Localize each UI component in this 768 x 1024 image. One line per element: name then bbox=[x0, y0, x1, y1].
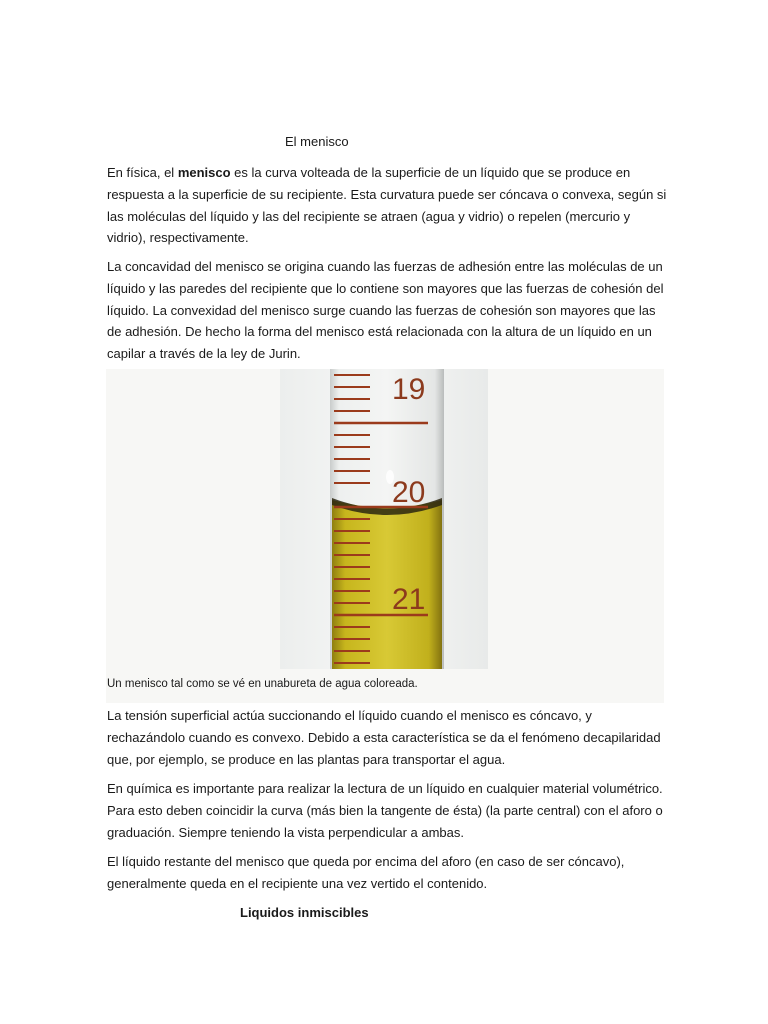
burette-image bbox=[280, 369, 488, 669]
scale-label-19: 19 bbox=[392, 373, 426, 406]
paragraph-1-intro: En física, el bbox=[107, 165, 178, 180]
term-menisco: menisco bbox=[177, 165, 231, 180]
scale-label-21: 21 bbox=[392, 583, 426, 616]
paragraph-residual-liquid: El líquido restante del menisco que queda por encima del aforo (en caso de ser cóncavo), generalmente queda en el recipiente una vez vertido el contenido. bbox=[107, 854, 625, 891]
paragraph-1-body: es la curva volteada de la superficie de un líquido que se produce en respuesta a la superficie de su recipiente. Esta curvatura puede ser cóncava o convexa, según si las moléculas del líquido y las del recipiente se atraen (agua y vidrio) o repelen (mercurio y vidrio), respectivamente. bbox=[107, 165, 667, 246]
paragraph-meniscus-definition bbox=[107, 162, 669, 249]
figure-caption: Un menisco tal como se vé en unabureta de agua coloreada. bbox=[107, 678, 418, 690]
paragraph-concavity: La concavidad del menisco se origina cuando las fuerzas de adhesión entre las moléculas de un líquido y las paredes del recipiente que lo contiene son mayores que las fuerzas de cohesión del líquido. La convexidad del menisco surge cuando las fuerzas de cohesión son mayores que las de adhesión. De hecho la forma del menisco está relacionada con la altura de un líquido en un capilar a través de la ley de Jurin. bbox=[107, 259, 664, 362]
scale-label-20: 20 bbox=[392, 476, 426, 509]
burette-figure bbox=[106, 369, 664, 703]
section-heading-immiscible-liquids: Liquidos inmiscibles bbox=[240, 905, 369, 920]
paragraph-surface-tension: La tensión superficial actúa succionando el líquido cuando el menisco es cóncavo, y rechazándolo cuando es convexo. Debido a esta característica se da el fenómeno decapilaridad que, por ejemplo, se produce en las plantas para transportar el agua. bbox=[107, 708, 661, 767]
document-title: El menisco bbox=[285, 134, 349, 149]
paragraph-chemistry-reading: En química es importante para realizar la lectura de un líquido en cualquier material volumétrico. Para esto deben coincidir la curva (más bien la tangente de ésta) (la parte central) con el aforo o graduación. Siempre teniendo la vista perpendicular a ambas. bbox=[107, 781, 663, 840]
